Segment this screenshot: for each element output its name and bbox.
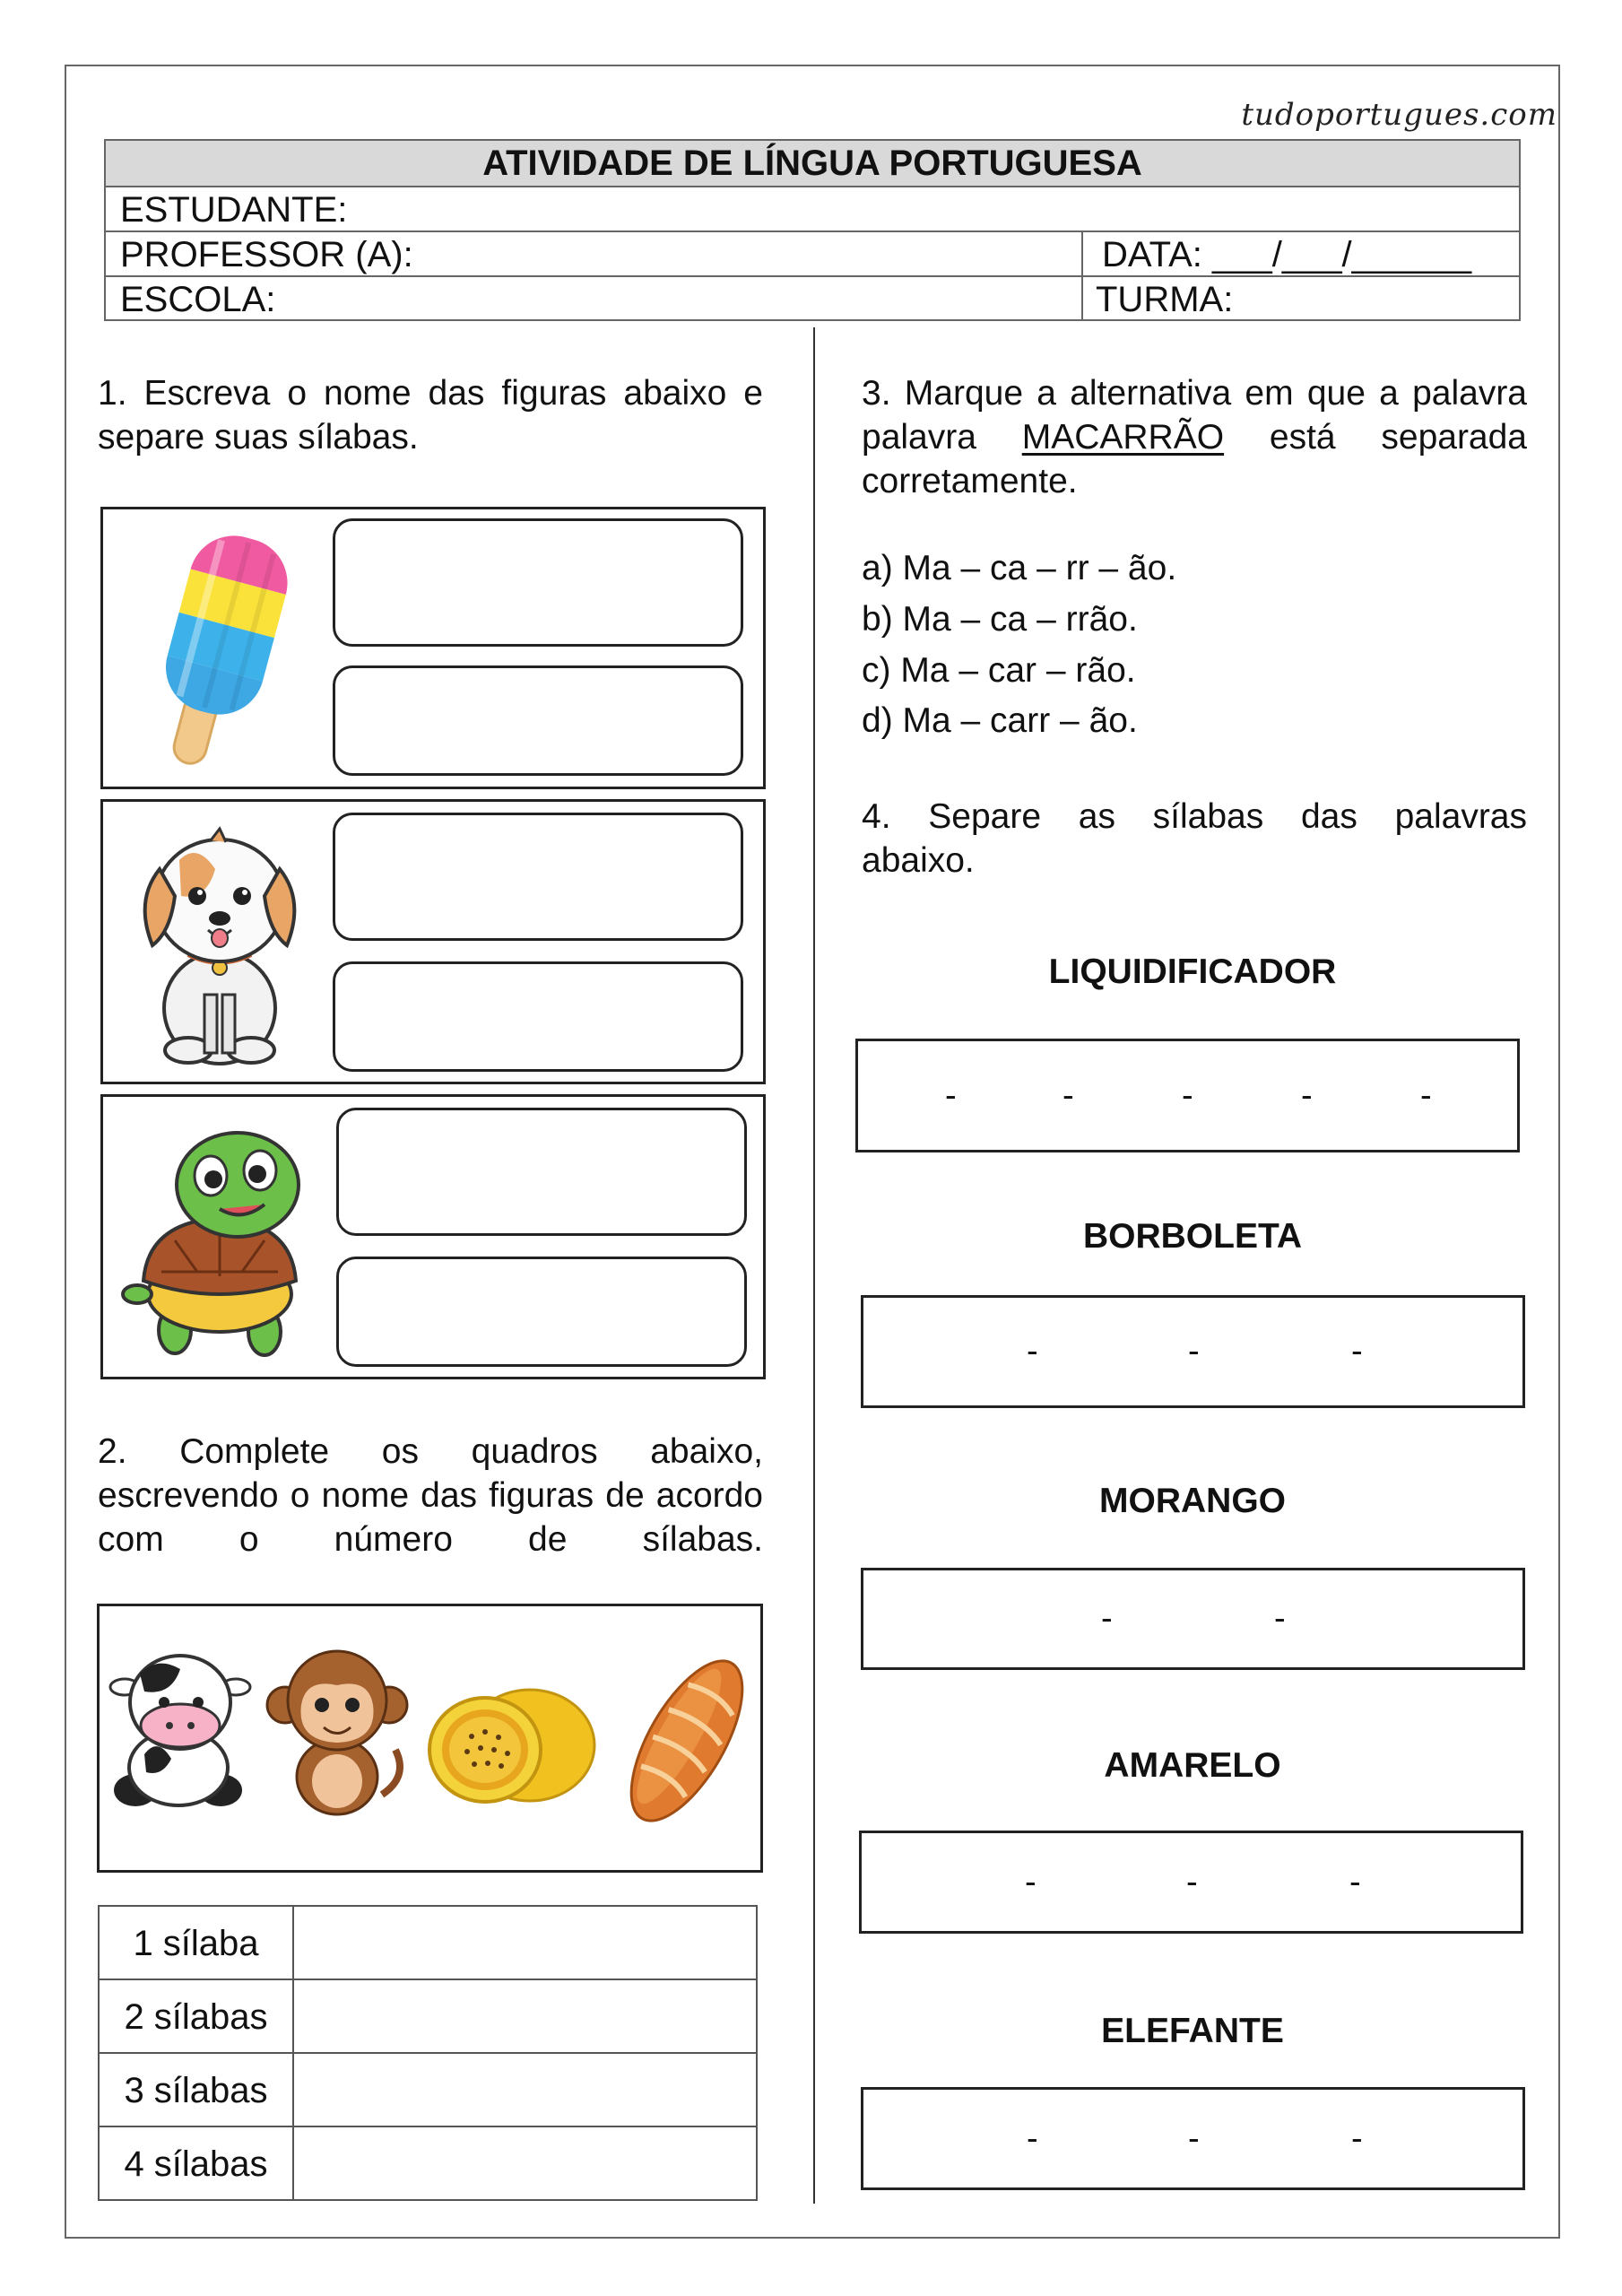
dash: -: [1188, 1332, 1200, 1370]
target-word: MACARRÃO: [1021, 418, 1225, 457]
student-field[interactable]: ESTUDANTE:: [120, 190, 348, 230]
dash: -: [1301, 1076, 1313, 1114]
answer-box[interactable]: [333, 665, 743, 776]
bread-icon: [624, 1642, 750, 1839]
dash: -: [1420, 1076, 1432, 1114]
syllable-box[interactable]: [861, 1568, 1525, 1670]
turtle-icon: [121, 1124, 318, 1366]
row-label: 3 sílabas: [100, 2054, 294, 2126]
header-table: [104, 139, 1521, 321]
question-4-line-2: abaixo.: [862, 841, 975, 880]
dash: -: [1186, 1863, 1198, 1900]
word-liquidificador: LIQUIDIFICADOR: [1048, 952, 1337, 991]
figure-row-popsicle: [100, 507, 766, 789]
dash: -: [1025, 1863, 1037, 1900]
answer-box[interactable]: [333, 813, 743, 941]
word-borboleta: BORBOLETA: [1082, 1217, 1303, 1256]
dash: -: [1274, 1599, 1286, 1638]
dash: -: [1349, 1863, 1361, 1900]
row-label: 2 sílabas: [100, 1980, 294, 2052]
q2-figures-box: [97, 1604, 763, 1873]
column-divider: [813, 327, 815, 2204]
syllable-box[interactable]: [855, 1039, 1520, 1152]
dash: -: [1101, 1599, 1113, 1638]
figure-row-puppy: [100, 799, 766, 1084]
question-2-text: 2. Complete os quadros abaixo, escrevendo o nome das figuras de acordo com o número de sílabas.: [98, 1432, 763, 1559]
dash: -: [1027, 2119, 1038, 2157]
syllable-box[interactable]: [861, 2087, 1525, 2190]
table-row[interactable]: [100, 2127, 756, 2201]
answer-box[interactable]: [333, 961, 743, 1072]
figure-row-turtle: [100, 1094, 766, 1379]
dash: -: [1188, 2119, 1200, 2157]
table-row[interactable]: [100, 1980, 756, 2054]
popsicle-icon: [130, 526, 309, 777]
answer-box[interactable]: [336, 1108, 747, 1236]
word-elefante: ELEFANTE: [1101, 2012, 1284, 2050]
option-b[interactable]: b) Ma – ca – rrão.: [862, 600, 1138, 639]
header-column-divider: [1081, 232, 1083, 321]
syllable-box[interactable]: [861, 1295, 1525, 1408]
question-3-line-2: [862, 415, 1527, 459]
row-label: 4 sílabas: [100, 2127, 294, 2201]
dash: -: [1182, 1076, 1193, 1114]
table-row[interactable]: [100, 1907, 756, 1980]
puppy-icon: [126, 815, 314, 1071]
question-3-line-3: corretamente.: [862, 462, 1078, 500]
activity-title: ATIVIDADE DE LÍNGUA PORTUGUESA: [106, 141, 1519, 187]
dash: -: [1027, 1332, 1038, 1370]
syllable-table: [98, 1905, 758, 2201]
option-c[interactable]: c) Ma – car – rão.: [862, 651, 1136, 690]
dash: -: [1063, 1076, 1074, 1114]
dash: -: [1351, 1332, 1363, 1370]
teacher-field[interactable]: PROFESSOR (A):: [120, 235, 413, 274]
syllable-box[interactable]: [859, 1831, 1523, 1934]
question-1-text: 1. Escreva o nome das figuras abaixo e separe suas sílabas.: [98, 374, 763, 457]
class-field[interactable]: TURMA:: [1096, 280, 1234, 319]
table-row[interactable]: [100, 2054, 756, 2127]
monkey-icon: [265, 1642, 409, 1822]
option-a[interactable]: a) Ma – ca – rr – ão.: [862, 549, 1177, 587]
passion-fruit-icon: [422, 1678, 602, 1813]
option-d[interactable]: d) Ma – carr – ão.: [862, 701, 1138, 740]
q3-tail: está separada: [1269, 418, 1528, 457]
cow-icon: [108, 1647, 252, 1817]
palavra-label: palavra: [862, 418, 976, 457]
dash: -: [1351, 2119, 1363, 2157]
school-field[interactable]: ESCOLA:: [120, 280, 276, 319]
site-watermark: tudoportugues.com: [1241, 97, 1557, 133]
question-4-line-1: 4. Separe as sílabas das palavras: [862, 797, 1527, 836]
answer-box[interactable]: [333, 518, 743, 647]
dash: -: [945, 1076, 957, 1114]
question-3-line-1: 3. Marque a alternativa em que a palavra: [862, 374, 1527, 413]
row-label: 1 sílaba: [100, 1907, 294, 1979]
answer-box[interactable]: [336, 1257, 747, 1367]
word-morango: MORANGO: [1099, 1482, 1286, 1520]
date-field[interactable]: DATA: ___/___/______: [1102, 235, 1472, 274]
word-amarelo: AMARELO: [1104, 1746, 1281, 1785]
